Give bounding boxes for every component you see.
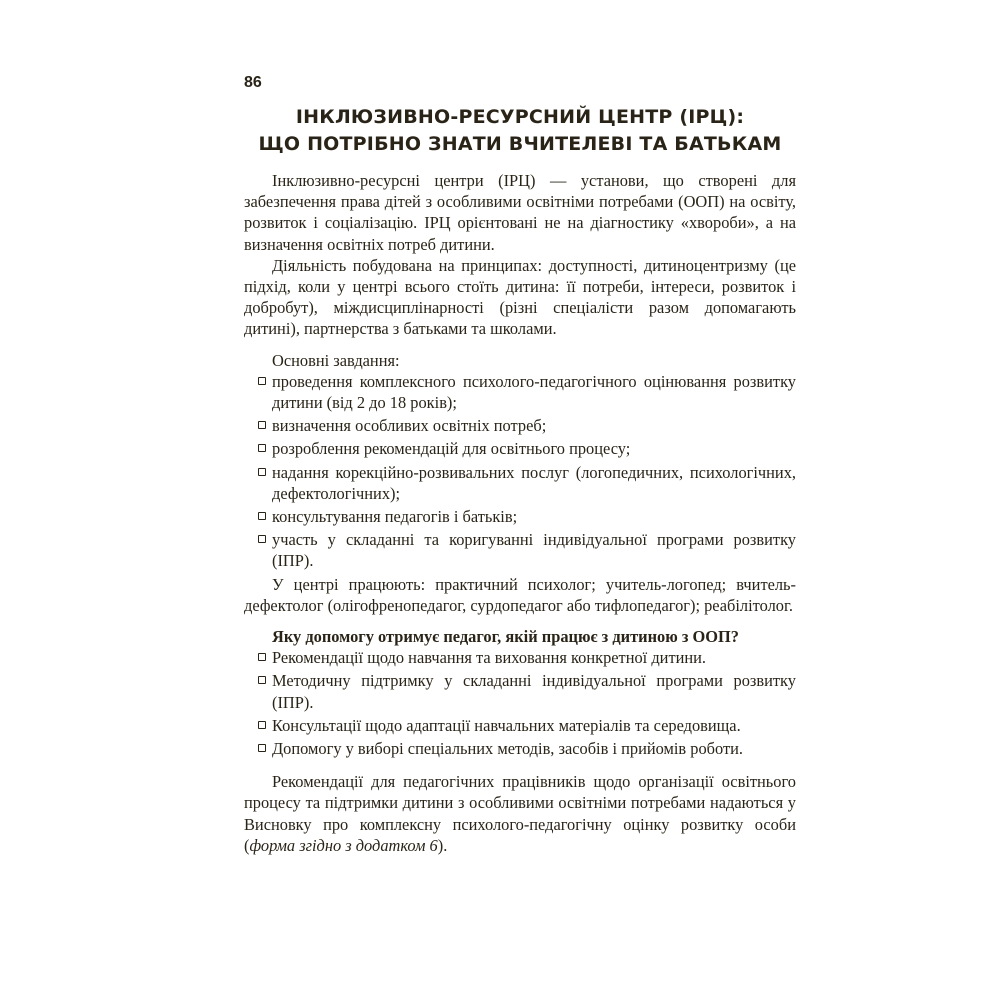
list-item-text: Допомогу у виборі спеціальних методів, засобів і прийомів роботи. [272, 739, 743, 759]
list-item-text: визначення особливих освітніх потреб; [272, 416, 547, 436]
list-item-text: надання корекційно-розвивальних послуг (логопедичних, психологічних, дефектологічних); [272, 462, 796, 503]
intro-paragraph-1: Інклюзивно-ресурсні центри (ІРЦ) — установи, що створені для забезпечення права дітей з особливими освітніми потребами (ООП) на освіту, розвиток і соціалізацію. ІРЦ орієнтовані не на діагностику «хвороби», а на визначення освітніх потреб дитини. [244, 171, 796, 254]
list-item [244, 506, 796, 527]
list-item [244, 670, 796, 712]
square-bullet-icon [258, 468, 266, 476]
square-bullet-icon [258, 444, 266, 452]
list-item [244, 438, 796, 459]
square-bullet-icon [258, 512, 266, 520]
staff-paragraph: У центрі працюють: практичний психолог; учитель-логопед; вчитель-дефектолог (олігофренопедагог, сурдопедагог або тифлопедагог); реабілітолог. [244, 574, 796, 615]
list-item-text: Методичну підтримку у складанні індивідуальної програми розвитку (ІПР). [272, 671, 796, 712]
form-reference: форма згідно з додатком 6 [249, 835, 438, 855]
list-item [244, 415, 796, 436]
list-item-text: консультування педагогів і батьків; [272, 507, 518, 527]
square-bullet-icon [258, 721, 266, 729]
list-item-text: участь у складанні та коригуванні індивідуальної програми розвитку (ІПР). [272, 530, 796, 571]
closing-paragraph [244, 771, 796, 856]
page-title-line-2: ЩО ПОТРІБНО ЗНАТИ ВЧИТЕЛЕВІ ТА БАТЬКАМ [258, 133, 782, 155]
square-bullet-icon [258, 377, 266, 385]
square-bullet-icon [258, 653, 266, 661]
article-body [244, 170, 796, 856]
page-title-line-1: ІНКЛЮЗИВНО-РЕСУРСНИЙ ЦЕНТР (ІРЦ): [295, 106, 745, 128]
list-item [244, 715, 796, 736]
square-bullet-icon [258, 676, 266, 684]
help-heading: Яку допомогу отримує педагог, якій працює з дитиною з ООП? [272, 627, 739, 647]
list-item [244, 647, 796, 668]
help-list [244, 647, 796, 759]
closing-text: Рекомендації для педагогічних працівників щодо організації освітнього процесу та підтримки дитини з особливими освітніми потребами надаються у Висновку про комплексну психолого-педагогічну оцінку розвитку особи ( [244, 772, 796, 855]
tasks-label: Основні завдання: [272, 350, 400, 370]
square-bullet-icon [258, 535, 266, 543]
square-bullet-icon [258, 744, 266, 752]
list-item [244, 529, 796, 571]
list-item-text: проведення комплексного психолого-педагогічного оцінювання розвитку дитини (від 2 до 18 років); [272, 371, 796, 413]
list-item [244, 738, 796, 759]
intro-paragraph-2: Діяльність побудована на принципах: доступності, дитиноцентризму (це підхід, коли у центрі всього стоїть дитина: її потреби, інтереси, розвиток і добробут), міждисциплінарності (різні спеціалісти разом допомагають дитині), партнерства з батьками та школами. [244, 255, 796, 339]
list-item-text: Консультації щодо адаптації навчальних матеріалів та середовища. [272, 715, 741, 735]
list-item [244, 371, 796, 413]
square-bullet-icon [258, 421, 266, 429]
page-number: 86 [244, 74, 262, 91]
list-item [244, 462, 796, 504]
page-title [244, 104, 796, 158]
tasks-list [244, 371, 796, 572]
list-item-text: розроблення рекомендацій для освітнього процесу; [272, 439, 631, 459]
closing-end: ). [437, 835, 448, 855]
list-item-text: Рекомендації щодо навчання та виховання конкретної дитини. [272, 648, 707, 668]
